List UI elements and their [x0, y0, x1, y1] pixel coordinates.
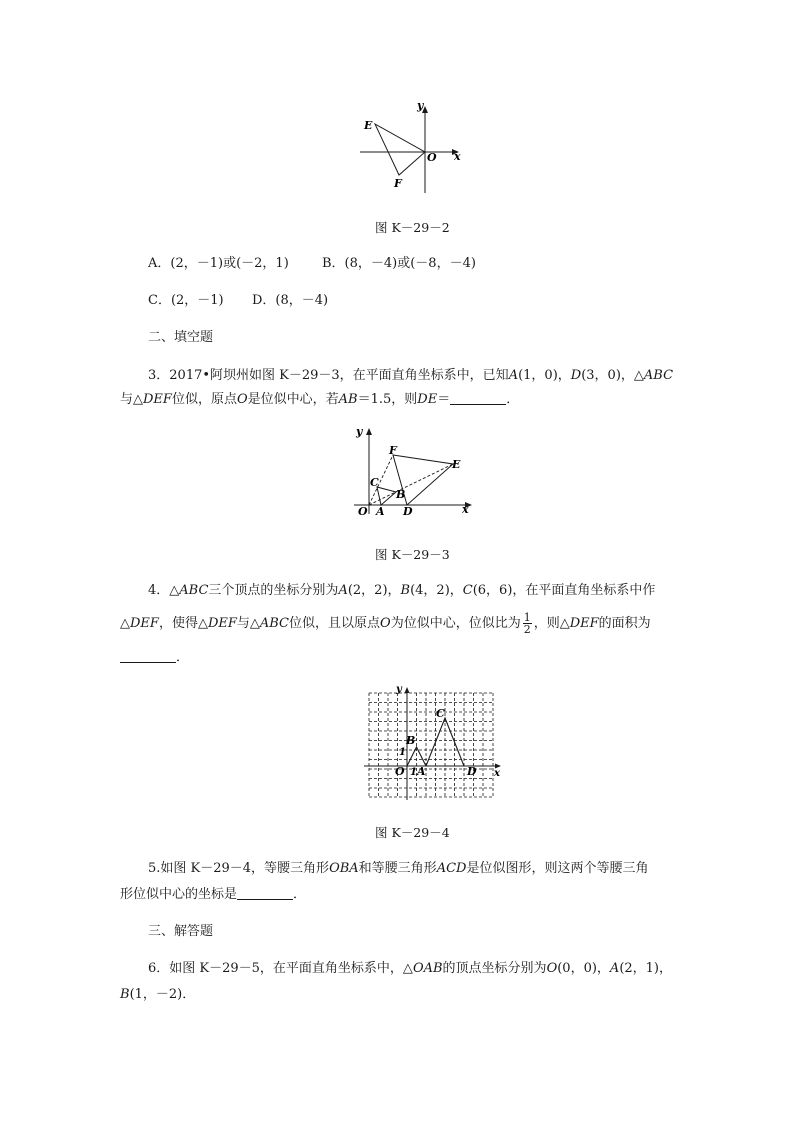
q4-var-def-3: DEF — [569, 616, 599, 631]
label-y: y — [417, 99, 424, 112]
q5-text-4: 形位似中心的坐标是 — [120, 887, 238, 902]
q4-line3 — [120, 648, 189, 668]
q2-option-c: C．(2，－1) — [148, 293, 224, 308]
label-f: F — [389, 444, 397, 457]
label-f: F — [394, 177, 402, 190]
q6-text-1: 6．如图 K－29－5，在平面直角坐标系中，△ — [148, 961, 413, 976]
q5-end: ． — [293, 887, 307, 902]
q2-option-b: B．(8，－4)或(－8，－4) — [322, 256, 476, 271]
q3-text-2: (1，0)， — [518, 368, 571, 383]
q4-text-8: 与△ — [236, 616, 260, 631]
label-o: O — [358, 505, 368, 518]
label-one-y: 1 — [399, 747, 406, 758]
q3-text-4: 与△ — [120, 392, 143, 407]
fraction-denominator: 2 — [523, 623, 531, 636]
q3-text-6: 是位似中心，若 — [247, 392, 339, 407]
q3-var-abc: ABC — [643, 368, 674, 383]
label-one-x: 1 — [410, 767, 417, 778]
q3-text-1: 3．2017•阿坝州如图 K－29－3，在平面直角坐标系中，已知 — [148, 368, 509, 383]
q6-var-oab: OAB — [412, 961, 443, 976]
q3-var-a: A — [508, 368, 519, 383]
label-y: y — [396, 684, 402, 695]
q5-text-1: 5.如图 K－29－4，等腰三角形 — [148, 861, 330, 876]
label-a: A — [417, 765, 426, 778]
q4-text-5: (6，6)，在平面直角坐标系中作 — [472, 583, 656, 598]
q3-line1 — [148, 366, 673, 386]
q4-var-a: A — [338, 583, 348, 598]
fig3-caption: 图 K－29－3 — [375, 547, 450, 562]
q6-text-3: (0，0)， — [557, 961, 610, 976]
q4-var-def-1: DEF — [130, 616, 159, 631]
label-o: O — [427, 151, 437, 164]
q4-line2 — [120, 612, 651, 635]
label-e: E — [364, 119, 373, 132]
fig2-caption: 图 K－29－2 — [375, 220, 450, 235]
q6-var-b: B — [120, 987, 130, 1002]
q5-answer-blank[interactable] — [237, 885, 293, 900]
q3-var-def: DEF — [143, 392, 172, 407]
figure-k29-2 — [355, 98, 465, 198]
q3-text-5: 位似，原点 — [171, 392, 237, 407]
label-c: C — [370, 476, 379, 489]
label-x: x — [454, 150, 461, 163]
section2-title: 二、填空题 — [148, 330, 214, 345]
label-e: E — [452, 458, 461, 471]
q5-var-acd: ACD — [436, 861, 467, 876]
q3-text-8: ＝ — [437, 392, 451, 407]
y-axis-arrow — [366, 428, 372, 435]
q4-text-3: (2，2)， — [347, 583, 401, 598]
q5-text-2: 和等腰三角形 — [358, 861, 437, 876]
label-x: x — [494, 768, 500, 779]
label-a: A — [376, 505, 385, 518]
q5-var-oba: OBA — [329, 861, 359, 876]
label-x: x — [462, 503, 469, 516]
triangle-abc — [377, 487, 396, 505]
q4-var-def-2: DEF — [207, 616, 237, 631]
q2-option-d: D．(8，－4) — [252, 293, 329, 308]
q5-line2 — [120, 885, 306, 905]
triangle-eof — [375, 124, 425, 175]
q3-answer-blank[interactable] — [450, 390, 506, 405]
label-c: C — [436, 707, 445, 720]
q6-line1 — [148, 959, 672, 979]
q2-option-a: A．(2，－1)或(－2，1) — [148, 256, 289, 271]
grid — [369, 693, 493, 797]
q4-var-o: O — [380, 616, 391, 631]
q3-var-o: O — [236, 392, 248, 407]
q4-text-12: 的面积为 — [598, 616, 651, 631]
q4-line1 — [148, 581, 655, 601]
fig4-caption: 图 K－29－4 — [375, 825, 450, 840]
q3-text-7: ＝1.5，则 — [357, 392, 418, 407]
q3-var-d: D — [570, 368, 582, 383]
q3-text-3: (3，0)，△ — [581, 368, 644, 383]
q6-text-2: 的顶点坐标分别为 — [442, 961, 547, 976]
q5-line1 — [148, 859, 648, 879]
q5-text-3: 是位似图形，则这两个等腰三角 — [466, 861, 649, 876]
q4-answer-blank[interactable] — [120, 648, 176, 663]
q6-text-5: (1，－2)． — [129, 987, 196, 1002]
figure-k29-4 — [360, 684, 510, 802]
dashed-o-b-e — [369, 464, 453, 505]
q4-text-11: ，则△ — [533, 616, 570, 631]
q3-var-ab: AB — [338, 392, 358, 407]
label-d: D — [467, 765, 477, 778]
label-b: B — [406, 734, 416, 747]
q6-line2 — [120, 985, 195, 1005]
figure-k29-3 — [350, 422, 480, 520]
ratio-fraction — [523, 612, 532, 635]
fraction-numerator: 1 — [523, 611, 531, 624]
q4-text-1: 4．△ — [148, 583, 180, 598]
label-o: O — [395, 765, 405, 778]
q6-var-a: A — [609, 961, 620, 976]
label-b: B — [396, 488, 406, 501]
q4-var-c: C — [462, 583, 473, 598]
q3-line2 — [120, 390, 519, 410]
q3-end: ． — [506, 392, 520, 407]
q4-text-7: ，使得△ — [158, 616, 208, 631]
q4-end: ． — [176, 650, 190, 665]
q4-text-6: △ — [120, 616, 130, 631]
q6-text-4: (2，1)， — [619, 961, 672, 976]
y-axis-arrow — [405, 687, 410, 693]
label-y: y — [356, 425, 363, 438]
q4-text-10: 为位似中心，位似比为 — [390, 616, 521, 631]
q4-var-b: B — [400, 583, 411, 598]
q3-var-de: DE — [417, 392, 438, 407]
q4-var-abc: ABC — [179, 583, 209, 598]
q4-text-4: (4，2)， — [410, 583, 463, 598]
q4-var-abc-2: ABC — [259, 616, 290, 631]
label-d: D — [403, 505, 413, 518]
section3-title: 三、解答题 — [148, 924, 214, 939]
q6-var-o: O — [546, 961, 558, 976]
q4-text-9: 位似，且以原点 — [289, 616, 381, 631]
q4-text-2: 三个顶点的坐标分别为 — [208, 583, 339, 598]
